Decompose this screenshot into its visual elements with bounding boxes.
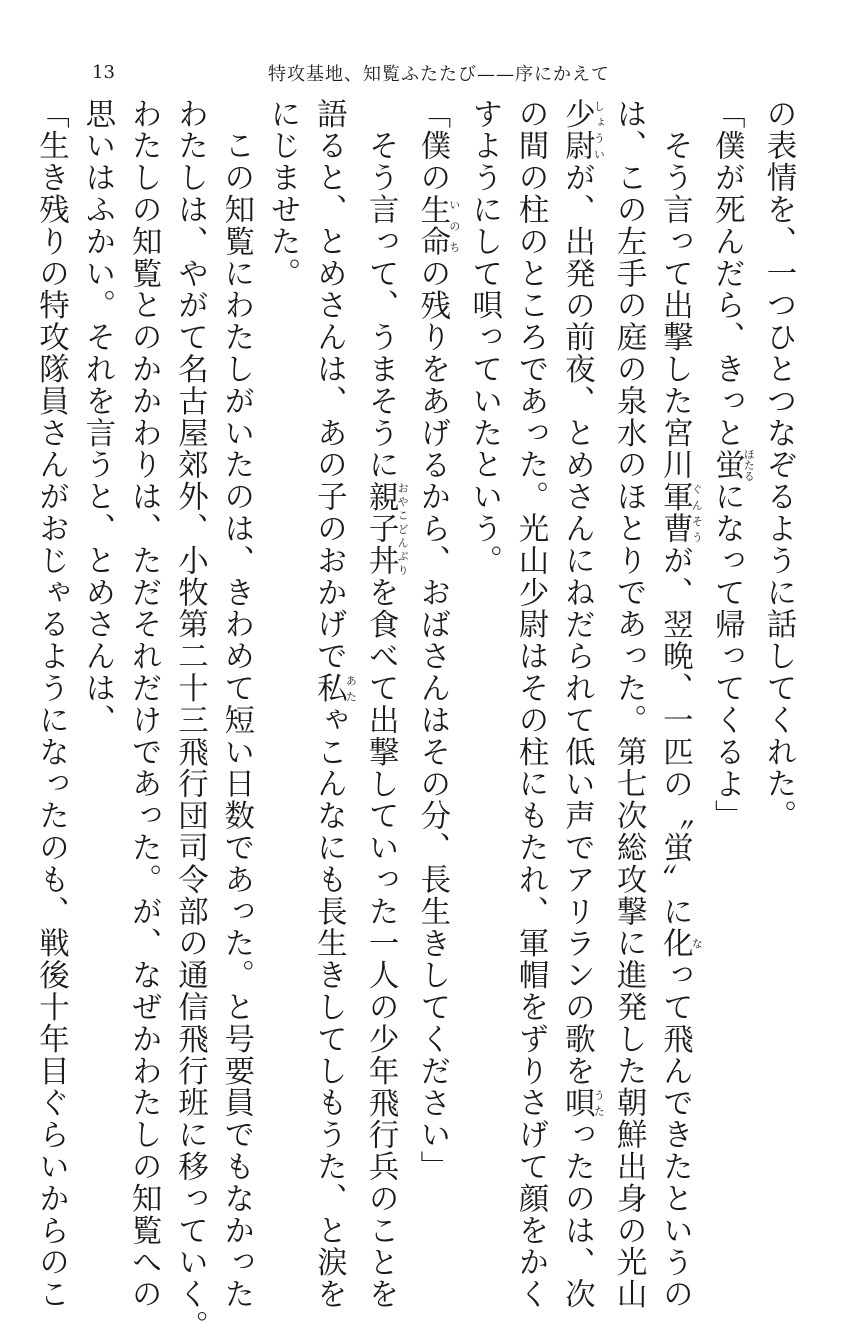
text-line xyxy=(120,98,166,1311)
ruby-reading: いのち xyxy=(447,193,461,258)
ruby-annotation xyxy=(311,672,358,705)
ruby-reading: ぐんそう xyxy=(690,480,704,545)
text-line xyxy=(212,98,258,1311)
ruby-reading: な xyxy=(690,927,704,960)
text-line xyxy=(409,98,461,1183)
text-line xyxy=(507,98,553,1311)
body-text xyxy=(33,98,801,1342)
text-line xyxy=(357,98,410,1311)
text-segment: 語ると、とめさんは、あの子のおかげで xyxy=(311,98,347,673)
text-line xyxy=(460,98,506,1168)
text-segment: にじませた。 xyxy=(265,98,301,290)
text-segment: わたしは、やがて名古屋郊外、小牧第二十三飛行団司令部の通信飛行班に移っていく。 xyxy=(172,98,208,1342)
text-segment: 「僕が死んだら、きっと xyxy=(709,98,745,449)
text-segment: は、この左手の庭の泉水のほとりであった。第七次総攻撃に進発した朝鮮出身の光山 xyxy=(611,98,647,1311)
text-line xyxy=(605,98,651,1311)
text-segment: 「生き残りの特攻隊員さんがおじゃるようになったのも、戦後十年目ぐらいからのこ xyxy=(33,98,69,1311)
ruby-reading: うた xyxy=(592,1086,606,1119)
ruby-annotation xyxy=(657,480,704,545)
ruby-annotation xyxy=(414,193,461,258)
ruby-reading: あた xyxy=(344,672,358,705)
text-line xyxy=(74,98,120,1168)
text-segment: この知覧にわたしがいたのは、きわめて短い日数であった。と号要員でもなかった xyxy=(218,98,254,1311)
text-segment: そう言って、うまそうに xyxy=(363,98,399,481)
text-line xyxy=(755,98,801,1168)
running-head-title: 特攻基地、知覧ふたたび——序にかえて xyxy=(268,64,610,85)
text-segment: そう言って出撃した宮川 xyxy=(657,98,693,481)
text-line xyxy=(553,98,606,1311)
text-line xyxy=(259,98,305,1168)
ruby-annotation xyxy=(363,480,410,577)
text-segment: を食べて出撃していった一人の少年飛行兵のことを xyxy=(363,576,399,1311)
text-segment: になって帰ってくるよ」 xyxy=(709,480,745,832)
text-line xyxy=(651,98,704,1311)
text-segment: わたしの知覧とのかかわりは、ただそれだけであった。が、なぜかわたしの知覧への xyxy=(126,98,162,1311)
ruby-base: 軍曹 xyxy=(657,480,693,545)
text-segment: が、出発の前夜、とめさんにねだられて低い声でアリランの歌を xyxy=(559,161,595,1087)
ruby-annotation xyxy=(559,98,606,162)
text-segment: の間の柱のところであった。光山少尉はその柱にもたれ、軍帽をずりさげて顔をかく xyxy=(513,98,549,1311)
text-line xyxy=(27,98,73,1311)
ruby-base: 蛍 xyxy=(709,448,745,482)
ruby-base: 生命 xyxy=(414,193,450,258)
ruby-base: 私 xyxy=(311,672,347,705)
text-line xyxy=(703,98,755,1168)
text-line xyxy=(166,98,212,1342)
text-segment: 「僕の xyxy=(414,98,450,194)
ruby-base: 親子丼 xyxy=(363,480,399,577)
text-segment: 思いはふかい。それを言うと、とめさんは、 xyxy=(79,98,115,736)
ruby-annotation xyxy=(657,927,704,960)
text-segment: って飛んできたというの xyxy=(657,959,693,1311)
ruby-annotation xyxy=(709,448,756,482)
text-segment: ったのは、次 xyxy=(559,1118,595,1311)
ruby-base: 少尉 xyxy=(559,98,595,162)
ruby-reading: ほたる xyxy=(742,448,756,482)
ruby-annotation xyxy=(559,1086,606,1119)
ruby-base: 化 xyxy=(657,927,693,960)
text-segment: の表情を、一つひとつなぞるように話してくれた。 xyxy=(761,98,796,832)
ruby-reading: しょうい xyxy=(592,98,606,162)
page-number: 13 xyxy=(92,62,115,83)
text-line xyxy=(305,98,358,1311)
ruby-reading: おやこどんぶり xyxy=(396,480,410,577)
text-segment: すようにして唄っていたという。 xyxy=(466,98,502,577)
text-segment: の残りをあげるから、おばさんはその分、長生きしてください」 xyxy=(414,257,450,1183)
ruby-base: 唄 xyxy=(559,1086,595,1119)
text-segment: が、翌晩、一匹の〝蛍〟に xyxy=(657,544,693,928)
text-segment: ゃこんなにも長生きしてしもうた、と涙を xyxy=(311,704,347,1311)
